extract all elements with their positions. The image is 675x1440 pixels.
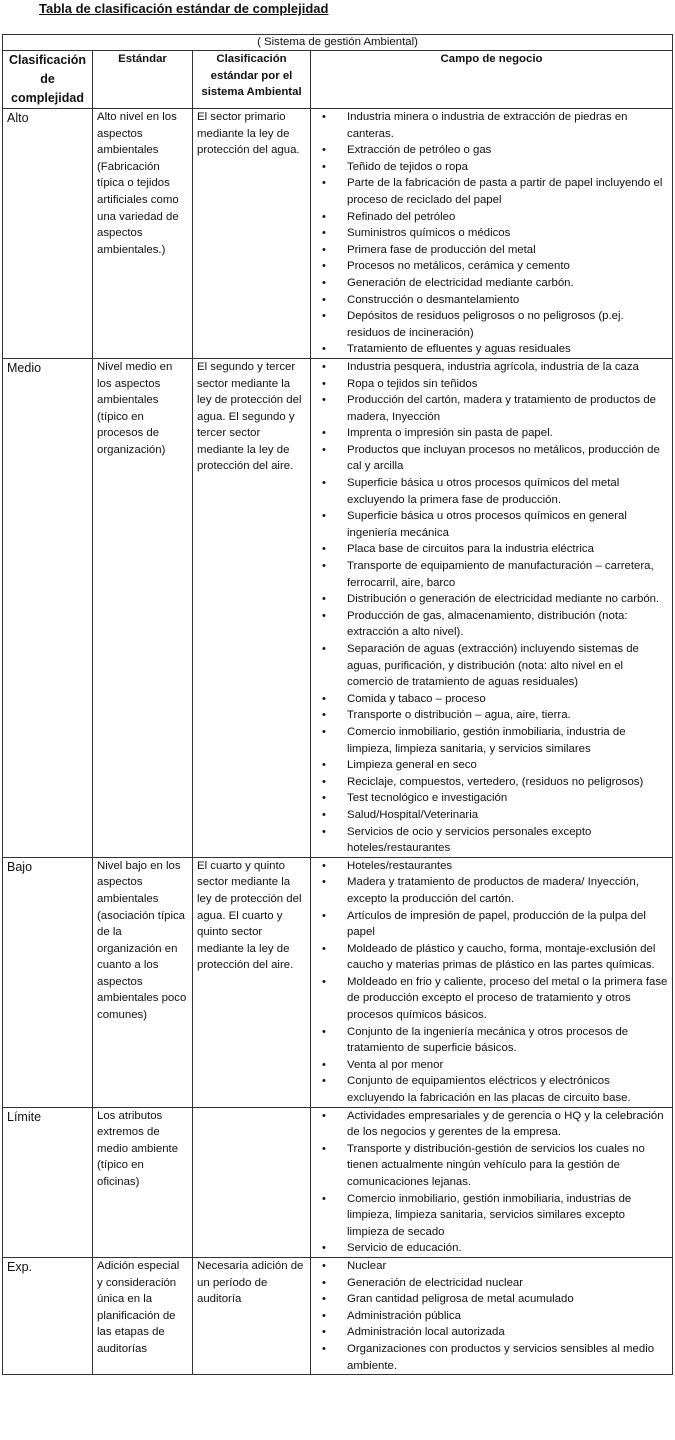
business-field-item: • Extracción de petróleo o gas [315,142,668,159]
table-row [3,1107,673,1257]
business-field-item: • Reciclaje, compuestos, vertedero, (residuos no peligrosos) [315,774,668,791]
header-system-classification: Clasificación estándar por el sistema Ambiental [193,51,311,109]
business-field-item: • Productos que incluyan procesos no metálicos, producción de cal y arcilla [315,442,668,475]
business-field-item: • Transporte o distribución – agua, aire, tierra. [315,707,668,724]
business-field-item: • Conjunto de la ingeniería mecánica y otros procesos de tratamiento de superficie básicos. [315,1024,668,1057]
business-field-item: • Imprenta o impresión sin pasta de papel. [315,425,668,442]
business-field-item: • Industria minera o industria de extracción de piedras en canteras. [315,109,668,142]
business-field-item: • Comercio inmobiliario, gestión inmobiliaria, industrias de limpieza, limpieza sanitaria, servicios similares excepto limpieza de secado [315,1191,668,1241]
system-banner-row [3,35,673,51]
business-field-item: • Transporte y distribución-gestión de servicios los cuales no tienen actualmente ningún vehículo para la gestión de comunicaciones lejanas. [315,1141,668,1191]
business-field-item: • Nuclear [315,1258,668,1275]
standard-description: Nivel bajo en los aspectos ambientales (asociación típica de la organización en cuanto a los aspectos ambientales poco comunes) [93,857,193,1107]
business-field-item: • Distribución o generación de electricidad mediante no carbón. [315,591,668,608]
table-row [3,109,673,359]
business-field-item: • Construcción o desmantelamiento [315,292,668,309]
business-field-item: • Gran cantidad peligrosa de metal acumulado [315,1291,668,1308]
standard-description: Nivel medio en los aspectos ambientales (típico en procesos de organización) [93,358,193,857]
business-field-item: • Ropa o tejidos sin teñidos [315,376,668,393]
business-field-item: • Producción del cartón, madera y tratamiento de productos de madera, Inyección [315,392,668,425]
header-business-field: Campo de negocio [311,51,673,109]
page-title: Tabla de clasificación estándar de complejidad [39,1,329,16]
business-field-item: • Comercio inmobiliario, gestión inmobiliaria, industria de limpieza, limpieza sanitaria, y servicios similares [315,724,668,757]
business-field-item: • Primera fase de producción del metal [315,242,668,259]
business-field-item: • Placa base de circuitos para la industria eléctrica [315,541,668,558]
business-field-list [315,109,668,358]
business-field-item: • Teñido de tejidos o ropa [315,159,668,176]
business-field-item: • Hoteles/restaurantes [315,858,668,875]
complexity-level: Medio [3,358,93,857]
business-field-item: • Moldeado en frio y caliente, proceso del metal o la primera fase de producción excepto el proceso de tratamiento y otros procesos químicos básicos. [315,974,668,1024]
system-banner: ( Sistema de gestión Ambiental) [3,35,673,51]
system-classification [193,1107,311,1257]
business-field-item: • Administración pública [315,1308,668,1325]
business-field-item: • Superficie básica u otros procesos químicos en general ingeniería mecánica [315,508,668,541]
business-field-item: • Salud/Hospital/Veterinaria [315,807,668,824]
business-field-list [315,1108,668,1257]
business-field-cell [311,857,673,1107]
business-field-item: • Servicios de ocio y servicios personales excepto hoteles/restaurantes [315,824,668,857]
business-field-cell [311,358,673,857]
system-classification: Necesaria adición de un período de auditoría [193,1257,311,1374]
system-classification: El cuarto y quinto sector mediante la ley de protección del agua. El cuarto y quinto sector mediante la ley de protección del aire. [193,857,311,1107]
table-row [3,1257,673,1374]
standard-description: Alto nivel en los aspectos ambientales (Fabricación típica o tejidos artificiales como una variedad de aspectos ambientales.) [93,109,193,359]
header-row [3,51,673,109]
business-field-list [315,858,668,1107]
complexity-level: Límite [3,1107,93,1257]
business-field-item: • Organizaciones con productos y servicios sensibles al medio ambiente. [315,1341,668,1374]
business-field-item: • Conjunto de equipamientos eléctricos y electrónicos excluyendo la fabricación en las placas de circuito base. [315,1073,668,1106]
business-field-list [315,1258,668,1374]
table-row [3,358,673,857]
business-field-list [315,359,668,857]
business-field-item: • Industria pesquera, industria agrícola, industria de la caza [315,359,668,376]
business-field-item: • Depósitos de residuos peligrosos o no peligrosos (p.ej. residuos de incineración) [315,308,668,341]
business-field-item: • Parte de la fabricación de pasta a partir de papel incluyendo el proceso de reciclado del papel [315,175,668,208]
business-field-item: • Superficie básica u otros procesos químicos del metal excluyendo la primera fase de producción. [315,475,668,508]
business-field-item: • Separación de aguas (extracción) incluyendo sistemas de aguas, purificación, y distribución (nota: alto nivel en el comercio de tratamiento de aguas residuales) [315,641,668,691]
table-row [3,857,673,1107]
header-classification: Clasificación de complejidad [3,51,93,109]
system-classification: El sector primario mediante la ley de protección del agua. [193,109,311,359]
complexity-table [2,34,673,1375]
business-field-item: • Transporte de equipamiento de manufacturación – carretera, ferrocarril, aire, barco [315,558,668,591]
business-field-item: • Limpieza general en seco [315,757,668,774]
business-field-item: • Suministros químicos o médicos [315,225,668,242]
business-field-item: • Producción de gas, almacenamiento, distribución (nota: extracción a alto nivel). [315,608,668,641]
business-field-item: • Servicio de educación. [315,1240,668,1257]
business-field-item: • Test tecnológico e investigación [315,790,668,807]
business-field-item: • Actividades empresariales y de gerencia o HQ y la celebración de los negocios y gerentes de la empresa. [315,1108,668,1141]
business-field-item: • Refinado del petróleo [315,209,668,226]
complexity-level: Bajo [3,857,93,1107]
business-field-item: • Artículos de impresión de papel, producción de la pulpa del papel [315,908,668,941]
system-classification: El segundo y tercer sector mediante la ley de protección del agua. El segundo y tercer sector mediante la ley de protección del aire. [193,358,311,857]
standard-description: Adición especial y consideración única en la planificación de las etapas de auditorías [93,1257,193,1374]
header-standard: Estándar [93,51,193,109]
business-field-cell [311,1107,673,1257]
business-field-item: • Procesos no metálicos, cerámica y cemento [315,258,668,275]
complexity-level: Alto [3,109,93,359]
standard-description: Los atributos extremos de medio ambiente (típico en oficinas) [93,1107,193,1257]
business-field-item: • Generación de electricidad mediante carbón. [315,275,668,292]
business-field-item: • Comida y tabaco – proceso [315,691,668,708]
business-field-item: • Generación de electricidad nuclear [315,1275,668,1292]
business-field-item: • Moldeado de plástico y caucho, forma, montaje-exclusión del caucho y materias primas de plástico en las partes químicas. [315,941,668,974]
business-field-item: • Administración local autorizada [315,1324,668,1341]
business-field-item: • Venta al por menor [315,1057,668,1074]
business-field-cell [311,109,673,359]
complexity-level: Exp. [3,1257,93,1374]
business-field-item: • Madera y tratamiento de productos de madera/ Inyección, excepto la producción del cartón. [315,874,668,907]
business-field-item: • Tratamiento de efluentes y aguas residuales [315,341,668,358]
business-field-cell [311,1257,673,1374]
table-body [3,109,673,1375]
